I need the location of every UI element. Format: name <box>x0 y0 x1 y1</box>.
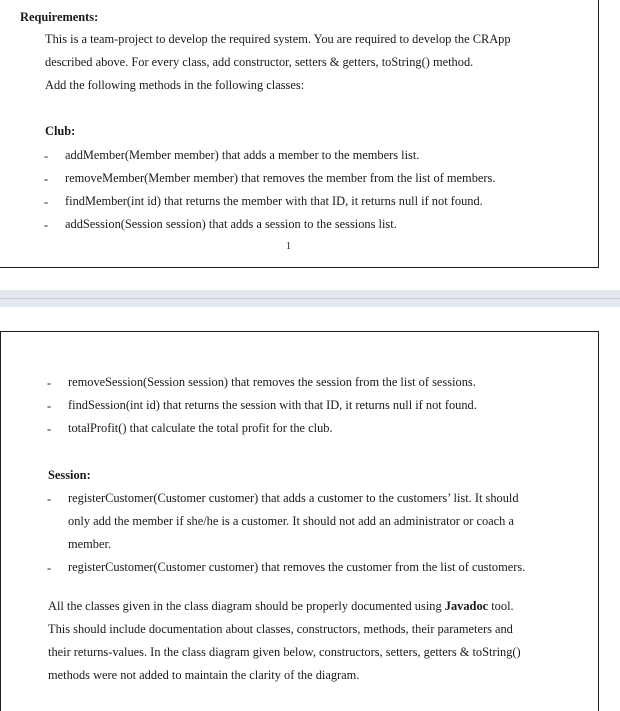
bullet-dash: - <box>44 218 49 232</box>
intro-line-1: This is a team-project to develop the required system. You are required to develop the CRApp <box>45 32 511 46</box>
bullet-dash: - <box>44 149 49 163</box>
bullet-dash: - <box>47 399 52 413</box>
session-heading: Session: <box>48 468 91 482</box>
javadoc-emphasis: Javadoc <box>444 599 489 613</box>
bullet-dash: - <box>47 422 52 436</box>
club-item-add-member: addMember(Member member) that adds a member to the members list. <box>65 148 420 162</box>
club-item-remove-session: removeSession(Session session) that removes the session from the list of sessions. <box>68 375 476 389</box>
closing-line-1-text: All the classes given in the class diagram should be properly documented using <box>48 599 445 613</box>
requirements-heading: Requirements: <box>20 10 99 24</box>
bullet-dash: - <box>44 195 49 209</box>
closing-line-3: their returns-values. In the class diagram given below, constructors, setters, getters & toString() <box>48 645 521 659</box>
bullet-dash: - <box>47 376 52 390</box>
document-page-1 <box>0 0 599 268</box>
closing-line-1-tail: tool. <box>488 599 514 613</box>
club-item-add-session: addSession(Session session) that adds a session to the sessions list. <box>65 217 397 231</box>
page-separator-line <box>0 298 620 299</box>
session-item-remove-customer: registerCustomer(Customer customer) that removes the customer from the list of customers. <box>68 560 526 574</box>
intro-line-2: described above. For every class, add constructor, setters & getters, toString() method. <box>45 55 474 69</box>
document-page-2 <box>0 331 599 711</box>
page-number: 1 <box>286 241 291 252</box>
club-item-find-member: findMember(int id) that returns the member with that ID, it returns null if not found. <box>65 194 483 208</box>
club-item-find-session: findSession(int id) that returns the session with that ID, it returns null if not found. <box>68 398 477 412</box>
closing-line-4: methods were not added to maintain the clarity of the diagram. <box>48 668 360 682</box>
bullet-dash: - <box>47 492 52 506</box>
session-item-register-line-3: member. <box>68 537 112 551</box>
closing-line-2: This should include documentation about classes, constructors, methods, their parameters and <box>48 622 513 636</box>
closing-line-1 <box>48 600 514 612</box>
session-item-register-line-1: registerCustomer(Customer customer) that adds a customer to the customers’ list. It should <box>68 491 519 505</box>
club-heading: Club: <box>45 124 76 138</box>
session-item-register-line-2: only add the member if she/he is a customer. It should not add an administrator or coach a <box>68 514 514 528</box>
club-item-remove-member: removeMember(Member member) that removes the member from the list of members. <box>65 171 496 185</box>
bullet-dash: - <box>44 172 49 186</box>
club-item-total-profit: totalProfit() that calculate the total profit for the club. <box>68 421 333 435</box>
intro-line-3: Add the following methods in the following classes: <box>45 78 305 92</box>
bullet-dash: - <box>47 561 52 575</box>
